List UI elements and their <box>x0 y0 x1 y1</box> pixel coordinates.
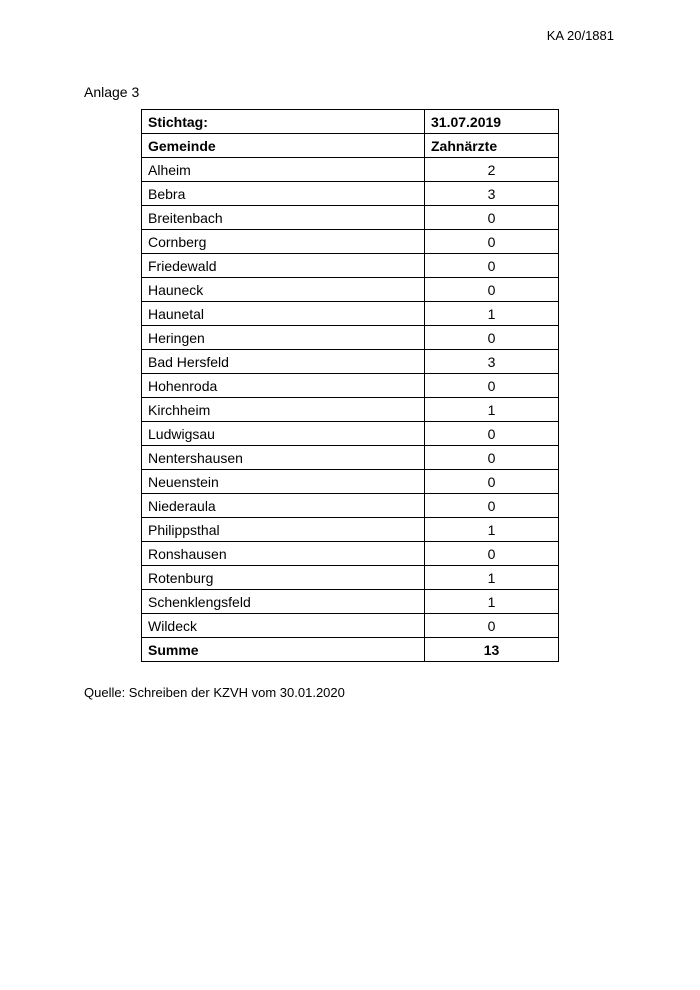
table-row <box>142 566 559 590</box>
total-row <box>142 638 559 662</box>
gemeinde-cell: Ronshausen <box>142 542 425 566</box>
zahnaerzte-cell <box>425 566 559 590</box>
table-row <box>142 254 559 278</box>
gemeinde-cell: Alheim <box>142 158 425 182</box>
zahnaerzte-value: 0 <box>487 545 496 562</box>
zahnaerzte-value: 0 <box>487 257 496 274</box>
gemeinde-cell: Philippsthal <box>142 518 425 542</box>
table-row <box>142 326 559 350</box>
table-row <box>142 446 559 470</box>
zahnaerzte-cell <box>425 278 559 302</box>
gemeinde-cell: Niederaula <box>142 494 425 518</box>
gemeinde-cell: Ludwigsau <box>142 422 425 446</box>
zahnaerzte-value: 1 <box>487 401 496 418</box>
zahnaerzte-value: 2 <box>487 161 496 178</box>
gemeinde-cell: Heringen <box>142 326 425 350</box>
zahnaerzte-value: 1 <box>487 593 496 610</box>
zahnaerzte-value: 0 <box>487 281 496 298</box>
table-row <box>142 350 559 374</box>
table-row <box>142 398 559 422</box>
zahnaerzte-value: 3 <box>487 353 496 370</box>
total-label: Summe <box>142 638 425 662</box>
total-cell <box>425 638 559 662</box>
gemeinde-cell: Hohenroda <box>142 374 425 398</box>
zahnaerzte-value: 1 <box>487 521 496 538</box>
gemeinde-cell: Kirchheim <box>142 398 425 422</box>
source-note: Quelle: Schreiben der KZVH vom 30.01.2020 <box>84 685 345 700</box>
zahnaerzte-value: 0 <box>487 233 496 250</box>
stichtag-value: 31.07.2019 <box>425 110 559 134</box>
zahnaerzte-value: 0 <box>487 425 496 442</box>
zahnaerzte-value: 0 <box>487 449 496 466</box>
zahnaerzte-cell <box>425 614 559 638</box>
table-row <box>142 278 559 302</box>
gemeinde-cell: Haunetal <box>142 302 425 326</box>
table-row <box>142 206 559 230</box>
zahnaerzte-value: 1 <box>487 569 496 586</box>
column-header-zahnaerzte: Zahnärzte <box>425 134 559 158</box>
table-row <box>142 302 559 326</box>
zahnaerzte-cell <box>425 326 559 350</box>
zahnaerzte-cell <box>425 446 559 470</box>
table-row <box>142 590 559 614</box>
column-header-row <box>142 134 559 158</box>
attachment-label: Anlage 3 <box>84 84 140 100</box>
zahnaerzte-cell <box>425 518 559 542</box>
zahnaerzte-value: 0 <box>487 377 496 394</box>
table-row <box>142 518 559 542</box>
dentists-table <box>141 109 559 662</box>
column-header-gemeinde: Gemeinde <box>142 134 425 158</box>
total-value: 13 <box>483 641 500 658</box>
zahnaerzte-cell <box>425 374 559 398</box>
stichtag-label: Stichtag: <box>142 110 425 134</box>
table-row <box>142 422 559 446</box>
gemeinde-cell: Nentershausen <box>142 446 425 470</box>
zahnaerzte-cell <box>425 302 559 326</box>
gemeinde-cell: Friedewald <box>142 254 425 278</box>
zahnaerzte-cell <box>425 206 559 230</box>
zahnaerzte-cell <box>425 590 559 614</box>
table-row <box>142 470 559 494</box>
zahnaerzte-value: 3 <box>487 185 496 202</box>
table-row <box>142 182 559 206</box>
gemeinde-cell: Hauneck <box>142 278 425 302</box>
table-row <box>142 158 559 182</box>
table-row <box>142 374 559 398</box>
zahnaerzte-cell <box>425 230 559 254</box>
gemeinde-cell: Cornberg <box>142 230 425 254</box>
stichtag-row <box>142 110 559 134</box>
zahnaerzte-cell <box>425 398 559 422</box>
gemeinde-cell: Neuenstein <box>142 470 425 494</box>
zahnaerzte-cell <box>425 254 559 278</box>
zahnaerzte-cell <box>425 158 559 182</box>
gemeinde-cell: Wildeck <box>142 614 425 638</box>
zahnaerzte-value: 0 <box>487 329 496 346</box>
zahnaerzte-cell <box>425 422 559 446</box>
zahnaerzte-cell <box>425 542 559 566</box>
table-row <box>142 230 559 254</box>
table-row <box>142 494 559 518</box>
zahnaerzte-value: 0 <box>487 497 496 514</box>
gemeinde-cell: Bad Hersfeld <box>142 350 425 374</box>
table-row <box>142 614 559 638</box>
gemeinde-cell: Breitenbach <box>142 206 425 230</box>
zahnaerzte-cell <box>425 470 559 494</box>
zahnaerzte-cell <box>425 182 559 206</box>
document-reference: KA 20/1881 <box>546 28 614 43</box>
gemeinde-cell: Bebra <box>142 182 425 206</box>
zahnaerzte-cell <box>425 494 559 518</box>
zahnaerzte-value: 1 <box>487 305 496 322</box>
gemeinde-cell: Schenklengsfeld <box>142 590 425 614</box>
zahnaerzte-cell <box>425 350 559 374</box>
zahnaerzte-value: 0 <box>487 617 496 634</box>
zahnaerzte-value: 0 <box>487 473 496 490</box>
gemeinde-cell: Rotenburg <box>142 566 425 590</box>
zahnaerzte-value: 0 <box>487 209 496 226</box>
table-row <box>142 542 559 566</box>
